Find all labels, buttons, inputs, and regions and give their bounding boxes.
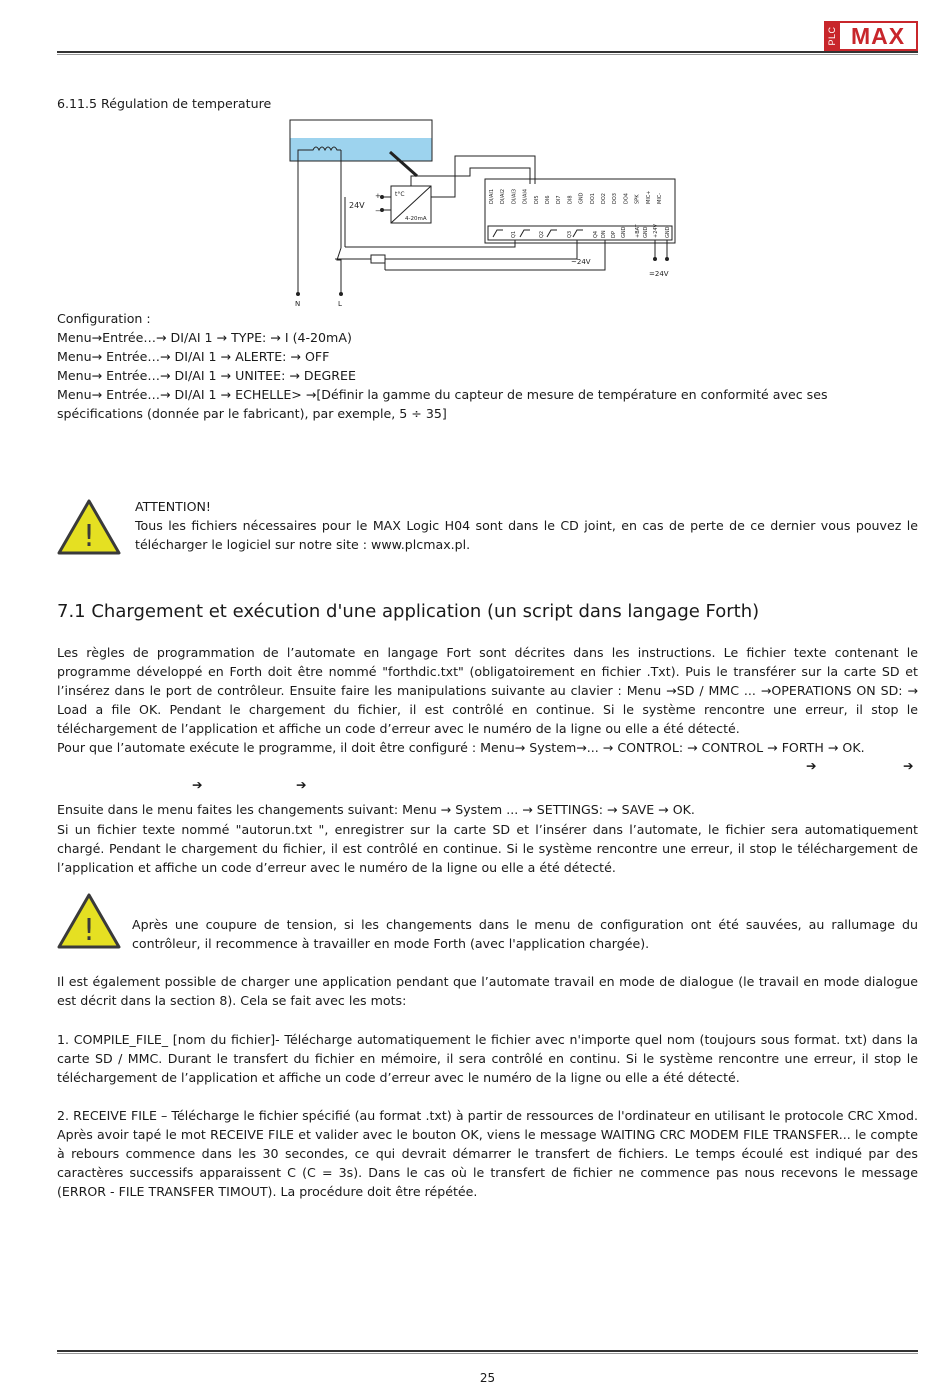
- terminal-top-label: DO4: [623, 193, 630, 204]
- page-number: 25: [479, 1371, 496, 1385]
- paragraph-configure-forth: Pour que l’automate exécute le programme, il doit être configuré : Menu→ System→... → CONTROL: → CONTROL → FORTH → OK.: [57, 740, 865, 755]
- attention-text: Tous les fichiers nécessaires pour le MAX Logic H04 sont dans le CD joint, en cas de perte de ce dernier vous pouvez le télécharger le logiciel sur notre site : www.plcmax.pl.: [135, 518, 918, 552]
- stray-arrow-2: ➔: [903, 758, 914, 773]
- terminal-top-label: MIC-: [657, 192, 663, 204]
- label-ac24v: ~24V: [571, 258, 591, 266]
- terminal-top-label: DO1: [589, 193, 596, 204]
- terminal-bottom-label: Q4: [593, 230, 599, 238]
- warning-icon: [57, 893, 121, 949]
- label-deg-c: t°C: [395, 191, 405, 198]
- terminal-bottom-label: GND: [665, 226, 671, 238]
- stray-arrow-3: ➔: [192, 777, 203, 792]
- label-dc24v: =24V: [649, 270, 669, 278]
- terminal-bottom-label: GND: [621, 226, 627, 238]
- config-title: Configuration :: [57, 311, 151, 326]
- terminal-bottom-label: Q3: [567, 230, 573, 238]
- footer-rule: [57, 1350, 918, 1352]
- terminal-top-label: DO3: [612, 193, 619, 204]
- footer-rule-thin: [57, 1353, 918, 1354]
- terminal-top-label: DI8: [567, 195, 574, 204]
- section-title-7-1: 7.1 Chargement et exécution d'une application (un script dans langage Forth): [57, 601, 760, 622]
- terminal-top-label: DO2: [601, 193, 607, 204]
- paragraph-forthdic: Les règles de programmation de l’automate en langage Fort sont décrites dans les instructions. Le fichier texte contenant le programme développé en Forth doit être nommé "forthdic.txt" (obligatoirement en fichier .Txt). Puis le transférer sur la carte SD et l’insérez dans le port de contrôleur. Ensuite faire les manipulations suivante au clavier : Menu →SD / MMC ... →OPERATIONS ON SD: → Load a file OK. Pendant le chargement du fichier, il est contrôlé en continue. Si le système rencontre une erreur, il stop le téléchargement de l’application et affiche un code d’erreur avec le numéro de la ligne ou elle a été détecté.: [57, 645, 918, 736]
- paragraph-compile-file: 1. COMPILE_FILE_ [nom du fichier]- Télécharge automatiquement le fichier avec n'importe quel nom (toujours sous format. txt) dans la carte SD / MMC. Durant le transfert du fichier en mémoire, il sera contrôlé en continu. Si le système rencontre une erreur, il stop le téléchargement de l’application et affiche un code d’erreur avec le numéro de la ligne ou elle a été détecté.: [57, 1032, 918, 1085]
- terminal-bottom-label: Q2: [539, 230, 545, 238]
- config-line-3: Menu→ Entrée…→ DI/AI 1 → UNITEE: → DEGREE: [57, 368, 356, 383]
- terminal-top-label: DI/AI1: [489, 188, 495, 204]
- label-l: L: [338, 300, 342, 308]
- label-minus: −: [375, 207, 381, 215]
- terminal-top-label: GND: [578, 192, 585, 204]
- section-title-6-11-5: 6.11.5 Régulation de temperature: [57, 96, 272, 111]
- stray-arrow-4: ➔: [296, 777, 307, 792]
- config-line-2: Menu→ Entrée…→ DI/AI 1 → ALERTE: → OFF: [57, 349, 330, 364]
- label-24v: 24V: [349, 201, 365, 210]
- attention-block: [135, 497, 918, 554]
- paragraph-settings-save: Ensuite dans le menu faites les changements suivant: Menu → System ... → SETTINGS: → SAVE → OK.: [57, 802, 695, 817]
- header-rule: [57, 51, 918, 53]
- logo-prefix: PLC: [827, 26, 837, 46]
- stray-arrow-1: ➔: [806, 758, 817, 773]
- label-plus: +: [375, 192, 381, 200]
- config-line-4: Menu→ Entrée…→ DI/AI 1 → ECHELLE> →[Définir la gamme du capteur de mesure de température en conformité avec ses: [57, 387, 828, 402]
- terminal-top-label: DI6: [545, 195, 551, 204]
- paragraph-receive-file: 2. RECEIVE FILE – Télécharge le fichier spécifié (au format .txt) à partir de ressources de l'ordinateur en utilisant le protocole CRC Xmod. Après avoir tapé le mot RECEIVE FILE et valider avec le bouton OK, viens le message WAITING CRC MODEM FILE TRANSFER... le compte à rebours commence dans les 30 secondes, ce qui devrait démarrer le transfert de fichiers. Le temps écoulé est indiqué par des caractères successifs apparaissent C (C = 3s). Dans le cas où le transfert de fichier ne commence pas nous recevons le message (ERROR - FILE TRANSFER TIMOUT). La procédure doit être répétée.: [57, 1108, 918, 1199]
- svg-text:!: !: [82, 519, 96, 554]
- terminal-bottom-label: DN: [601, 230, 607, 238]
- terminal-top-label: DI/AI3: [511, 188, 518, 204]
- terminal-bottom-label: +24V: [653, 224, 659, 238]
- power-cut-note: Après une coupure de tension, si les changements dans le menu de configuration ont été sauvées, au rallumage du contrôleur, il recommence à travailler en mode Forth (avec l'application chargée).: [132, 917, 918, 951]
- terminal-top-label: SPK: [634, 194, 641, 204]
- configuration-block: [57, 309, 918, 423]
- terminal-bottom-label: GND: [643, 226, 649, 238]
- paragraph-dialog-mode: Il est également possible de charger une application pendant que l’automate travail en mode de dialogue (le travail en mode dialogue est décrit dans la section 8). Cela se fait avec les mots:: [57, 974, 918, 1008]
- plcmax-logo: [824, 21, 918, 51]
- terminal-bottom-label: +BAT: [635, 224, 641, 238]
- terminal-top-label: DI/AI2: [500, 188, 507, 204]
- svg-text:!: !: [82, 913, 96, 948]
- terminal-top-label: DI7: [556, 195, 563, 204]
- header-rule-thin: [57, 54, 918, 55]
- attention-title: ATTENTION!: [135, 499, 211, 514]
- terminal-top-label: DI/AI4: [522, 188, 529, 204]
- terminal-bottom-label: Q1: [511, 230, 517, 238]
- terminal-top-label: DI5: [533, 195, 540, 204]
- config-line-5: spécifications (donnée par le fabricant), par exemple, 5 ÷ 35]: [57, 406, 447, 421]
- label-n: N: [295, 300, 301, 308]
- paragraph-autorun: Si un fichier texte nommé "autorun.txt ", enregistrer sur la carte SD et l’insérer dans l’automate, le fichier sera automatiquement chargé. Pendant le chargement du fichier, il est contrôlé en continue. Si le système rencontre une erreur, il stop le téléchargement de l’application et affiche un code d’erreur avec le numéro de la ligne ou elle a été détecté.: [57, 822, 918, 875]
- terminal-top-label: MIC+: [645, 190, 652, 204]
- wiring-diagram: [285, 116, 685, 308]
- config-line-1: Menu→Entrée…→ DI/AI 1 → TYPE: → I (4-20mA): [57, 330, 352, 345]
- warning-icon: [57, 499, 121, 555]
- logo-main: MAX: [840, 21, 918, 51]
- label-4-20ma: 4-20mA: [405, 216, 427, 222]
- terminal-bottom-label: DP: [611, 231, 617, 238]
